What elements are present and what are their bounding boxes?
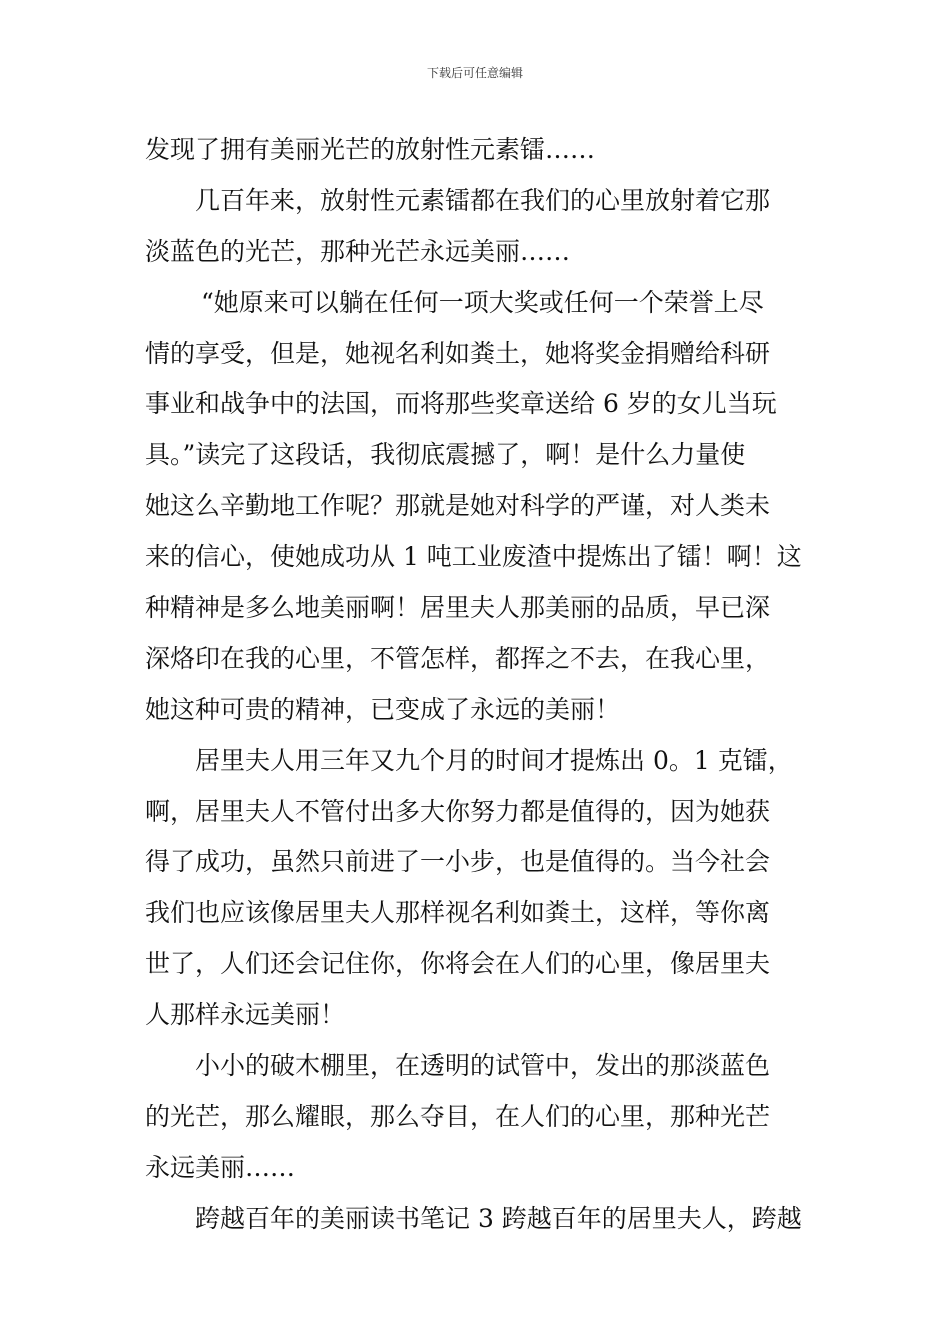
text-line: 她这种可贵的精神，已变成了永远的美丽！	[145, 694, 621, 724]
paragraph-start-line: 跨越百年的美丽读书笔记 3 跨越百年的居里夫人，跨越	[195, 1203, 802, 1233]
text-line: 人那样永远美丽！	[145, 1000, 346, 1030]
text-line: 啊，居里夫人不管付出多大你努力都是值得的，因为她获	[145, 796, 771, 826]
text-line: 她这么辛勤地工作呢？那就是她对科学的严谨，对人类未	[145, 491, 771, 521]
text-line: 情的享受，但是，她视名利如粪土，她将奖金捐赠给科研	[145, 338, 771, 368]
text-line: 世了，人们还会记住你，你将会在人们的心里，像居里夫	[145, 949, 771, 979]
text-line: 来的信心，使她成功从 1 吨工业废渣中提炼出了镭！啊！这	[145, 542, 802, 572]
text-line: 种精神是多么地美丽啊！居里夫人那美丽的品质，早已深	[145, 593, 771, 623]
text-line: 淡蓝色的光芒，那种光芒永远美丽……	[145, 236, 571, 266]
page-header: 下载后可任意编辑	[426, 66, 523, 80]
paragraph-start-line: 居里夫人用三年又九个月的时间才提炼出 0。1 克镭，	[195, 745, 793, 775]
text-line: 事业和战争中的法国，而将那些奖章送给 6 岁的女儿当玩	[145, 389, 777, 419]
text-line: 具。”读完了这段话，我彻底震撼了，啊！是什么力量使	[145, 440, 746, 470]
paragraph-start-line: 几百年来，放射性元素镭都在我们的心里放射着它那	[195, 185, 771, 215]
document-body	[145, 125, 813, 1245]
text-line: 得了成功，虽然只前进了一小步，也是值得的。当今社会	[145, 847, 771, 877]
paragraph-start-line: 小小的破木棚里，在透明的试管中，发出的那淡蓝色	[195, 1051, 771, 1081]
text-line: 深烙印在我的心里，不管怎样，都挥之不去，在我心里，	[145, 643, 771, 673]
paragraph-start-line: “她原来可以躺在任何一项大奖或任何一个荣誉上尽	[201, 287, 764, 317]
text-line: 发现了拥有美丽光芒的放射性元素镭……	[145, 135, 596, 164]
text-line: 的光芒，那么耀眼，那么夺目，在人们的心里，那种光芒	[145, 1101, 771, 1131]
text-line: 永远美丽……	[145, 1152, 296, 1182]
text-line: 我们也应该像居里夫人那样视名利如粪土，这样，等你离	[145, 898, 771, 928]
